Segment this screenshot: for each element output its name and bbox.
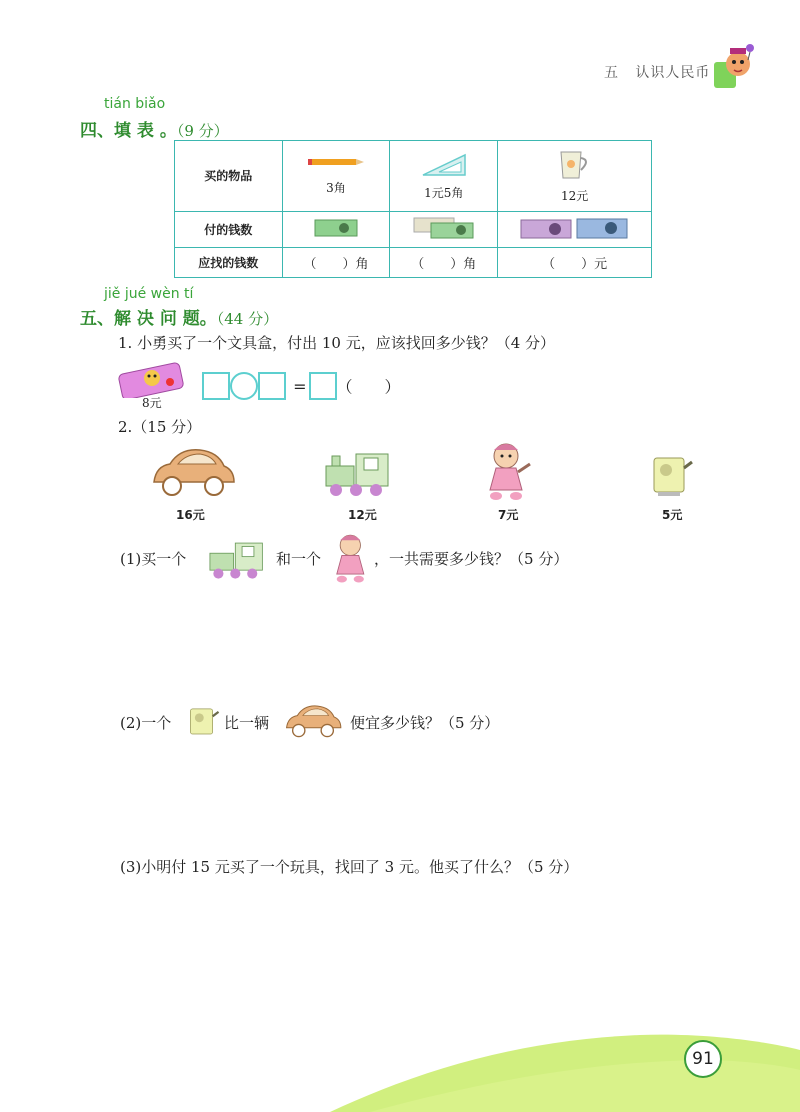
pencil-icon <box>306 156 366 168</box>
item-mug-cell <box>498 141 652 212</box>
answer-cell-3[interactable]: （ ）元 <box>498 247 652 277</box>
paid-cell-3 <box>498 211 652 247</box>
subquestion-1-part-c: ，一共需要多少钱？（5 分） <box>374 550 569 568</box>
answer-box[interactable] <box>202 372 230 400</box>
section4-heading: 四、填 表 。 <box>80 121 177 141</box>
result-box[interactable] <box>309 372 337 400</box>
row-label-change: 应找的钱数 <box>175 247 283 277</box>
section5-points: （44 分） <box>216 310 279 328</box>
triangle-ruler-icon <box>419 151 469 177</box>
equation-row <box>202 372 401 400</box>
train-toy-icon <box>322 448 394 500</box>
subquestion-3: (3)小明付 15 元买了一个玩具，找回了 3 元。他买了什么？（5 分） <box>120 858 579 876</box>
question-2: 2.（15 分） <box>118 418 202 436</box>
item-ruler-cell <box>390 141 498 212</box>
car-price: 16元 <box>176 508 205 522</box>
doll-toy-icon <box>330 530 374 586</box>
question-1: 1. 小勇买了一个文具盒，付出 10 元，应该找回多少钱？（4 分） <box>118 334 556 352</box>
doll-price: 7元 <box>498 508 519 522</box>
ruler-price: 1元5角 <box>424 185 464 200</box>
operator-circle[interactable] <box>230 372 258 400</box>
subquestion-2-part-a: (2)一个 <box>120 714 172 732</box>
chapter-title: 认识人民币 <box>635 65 711 81</box>
section5-title <box>80 304 278 329</box>
equals-sign: = <box>293 376 307 396</box>
subquestion-2-part-c: 便宜多少钱？（5 分） <box>350 714 500 732</box>
sharpener-toy-icon <box>186 700 220 740</box>
paid-cell-2 <box>390 211 498 247</box>
subquestion-1-part-b: 和一个 <box>276 550 322 568</box>
answer-box[interactable] <box>258 372 286 400</box>
pencil-box-price: 8元 <box>142 396 162 410</box>
sharpener-toy-icon <box>648 448 694 498</box>
page-number: 91 <box>684 1040 722 1078</box>
section5-pinyin: jiě jué wèn tí <box>104 286 194 302</box>
doll-toy-icon <box>482 440 534 502</box>
chapter-number: 五 <box>604 65 619 81</box>
banknotes-icon <box>413 217 475 239</box>
section4-points: （9 分） <box>176 122 229 140</box>
section4-pinyin: tián biǎo <box>104 96 166 112</box>
train-toy-icon <box>204 538 270 582</box>
row-label-item: 买的物品 <box>175 141 283 212</box>
pencil-box-icon <box>118 360 186 398</box>
mug-icon <box>555 148 595 180</box>
paid-cell-1 <box>282 211 390 247</box>
answer-cell-2[interactable]: （ ）角 <box>390 247 498 277</box>
answer-cell-1[interactable]: （ ）角 <box>282 247 390 277</box>
banknote-icon <box>314 219 358 237</box>
subquestion-2-part-b: 比一辆 <box>224 714 270 732</box>
row-label-paid: 付的钱数 <box>175 211 283 247</box>
mascot-icon <box>712 40 756 92</box>
train-price: 12元 <box>348 508 377 522</box>
section4-title <box>80 116 229 141</box>
mug-price: 12元 <box>560 188 589 203</box>
pencil-price: 3角 <box>326 180 346 195</box>
section5-heading: 五、解 决 问 题。 <box>80 309 217 329</box>
subquestion-1-part-a: (1)买一个 <box>120 550 187 568</box>
banknotes-icon <box>519 216 631 240</box>
unit-paren[interactable]: （ ） <box>336 377 401 397</box>
sharpener-price: 5元 <box>662 508 683 522</box>
price-table <box>174 140 652 278</box>
car-toy-icon <box>148 444 238 500</box>
car-toy-icon <box>282 702 344 740</box>
item-pencil-cell <box>282 141 390 212</box>
chapter-header <box>604 62 710 82</box>
